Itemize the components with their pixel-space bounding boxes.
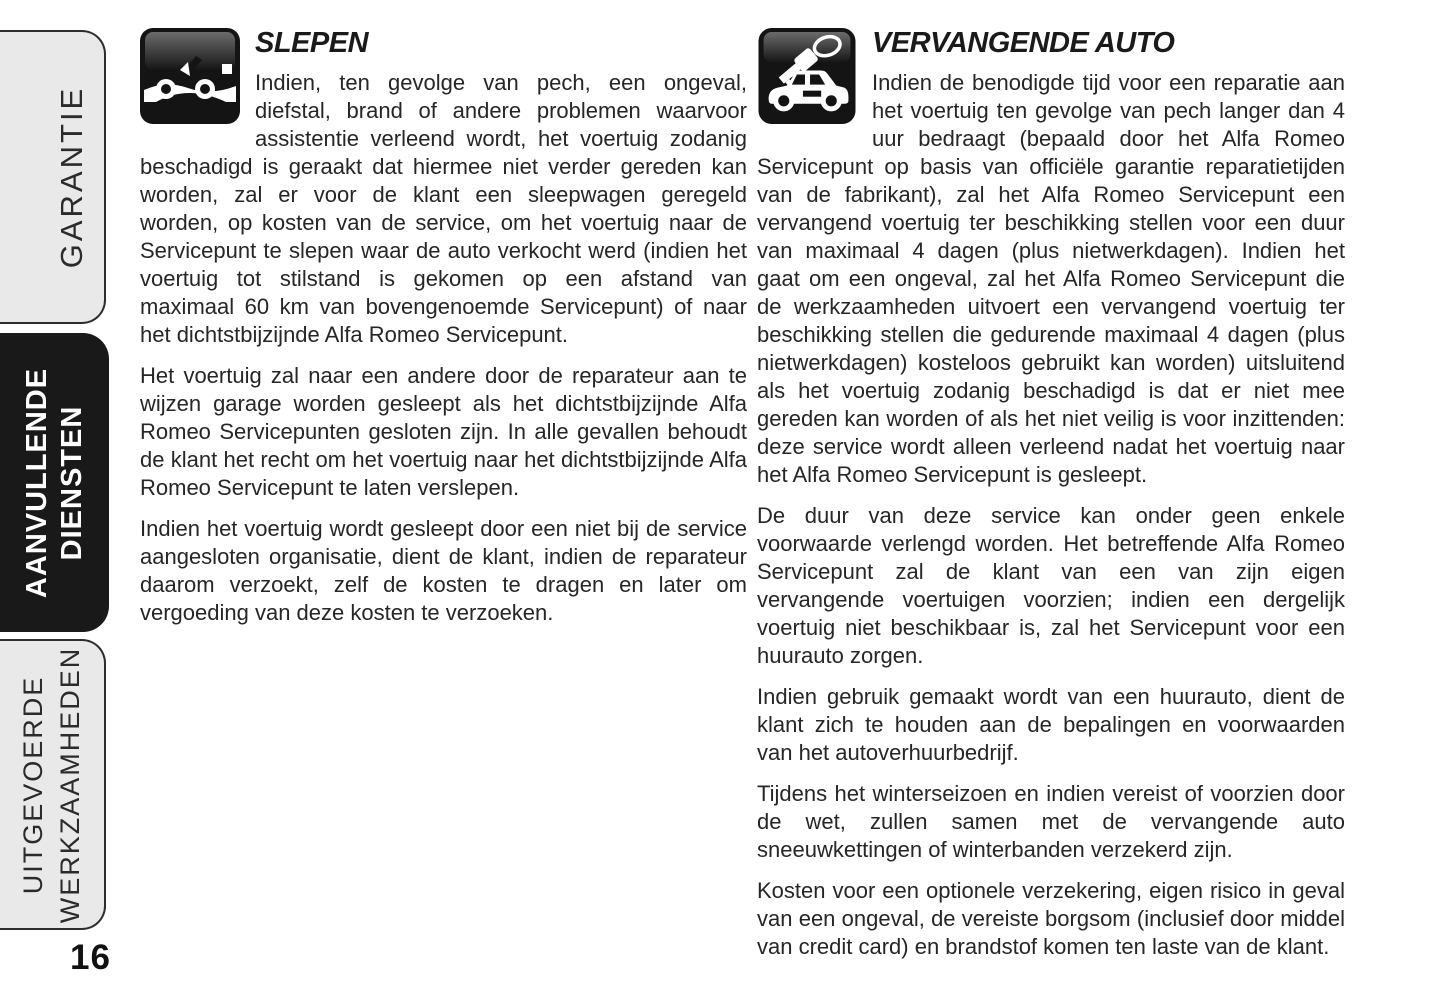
page-number: 16: [70, 938, 111, 977]
paragraph: De duur van deze service kan onder geen enkele voorwaarde verlengd worden. Het betreffende Alfa Romeo Servicepunt zal de klant van een van zijn eigen vervangende voertuigen voorzien; indien een dergelijk voertuig niet beschikbaar is, zal het Servicepunt voor een huurauto zorgen.: [757, 503, 1345, 668]
paragraph: Het voertuig zal naar een andere door de reparateur aan te wijzen garage worden gesleept als het dichtstbijzijnde Alfa Romeo Servicepunten gesloten zijn. In alle gevallen behoudt de klant het recht om het voertuig naar het dichtstbijzijnde Alfa Romeo Servicepunt te laten verslepen.: [140, 363, 747, 500]
sidebar-tab-uitgevoerde-werkzaamheden: [0, 639, 106, 930]
tab-label-line: DIENSTEN: [55, 405, 88, 560]
section-vervangende-auto: [757, 26, 1345, 961]
tab-label-line: UITGEVOERDE: [18, 675, 48, 894]
sidebar-tab-aanvullende-diensten: [0, 333, 109, 632]
sidebar-tab-garantie: [0, 30, 106, 324]
section-slepen: [140, 26, 747, 627]
paragraph: Indien gebruik gemaakt wordt van een huurauto, dient de klant zich te houden aan de bepalingen en voorwaarden van het autoverhuurbedrijf.: [757, 684, 1345, 765]
car-key-icon: [757, 28, 857, 124]
section-title-vervangende-auto: VERVANGENDE AUTO: [872, 27, 1175, 59]
paragraph: Indien het voertuig wordt gesleept door een niet bij de service aangesloten organisatie, dient de klant, indien de reparateur daarom verzoekt, zelf de kosten te dragen en later om vergoeding van deze kosten te verzoeken.: [140, 516, 747, 625]
tab-label-line: AANVULLENDE: [20, 367, 53, 598]
tow-truck-icon: [140, 28, 240, 124]
sidebar-tab-uitgevoerde-werkzaamheden-label: [15, 646, 89, 923]
sidebar-tab-aanvullende-diensten-label: [20, 367, 90, 597]
paragraph: Tijdens het winterseizoen en indien vereist of voorzien door de wet, zullen samen met de vervangende auto sneeuwkettingen of winterbanden verzekerd zijn.: [757, 781, 1345, 862]
paragraph: Kosten voor een optionele verzekering, eigen risico in geval van een ongeval, de vereiste borgsom (inclusief door middel van credit card) en brandstof komen ten laste van de klant.: [757, 878, 1345, 959]
paragraph: Indien, ten gevolge van pech, een ongeval, diefstal, brand of andere problemen waarvoor assistentie verleend wordt, het voertuig zodanig beschadigd is geraakt dat hiermee niet verder gereden kan worden, zal er voor de klant een sleepwagen geregeld worden, op kosten van de service, om het voertuig naar de Servicepunt te slepen waar de auto verkocht werd (indien het voertuig tot stilstand is gekomen op een afstand van maximaal 60 km van bovengenoemde Servicepunt) of naar het dichtstbijzijnde Alfa Romeo Servicepunt.: [140, 70, 747, 347]
tab-label-line: WERKZAAMHEDEN: [55, 646, 85, 923]
paragraph: Indien de benodigde tijd voor een reparatie aan het voertuig ten gevolge van pech langer dan 4 uur bedraagt (bepaald door het Alfa Romeo Servicepunt op basis van officiële garantie reparatietijden van de fabrikant), zal het Alfa Romeo Servicepunt een vervangend voertuig ter beschikking stellen voor een duur van maximaal 4 dagen (plus nietwerkdagen). Indien het gaat om een ongeval, zal het Alfa Romeo Servicepunt die de werkzaamheden uitvoert een vervangend voertuig ter beschikking stellen die gedurende maximaal 4 dagen (plus nietwerkdagen) kosteloos gebruikt kan worden) uitsluitend als het voertuig zodanig beschadigd is dat er niet mee gereden kan worden of als het niet veilig is voor inzittenden: deze service wordt alleen verleend nadat het voertuig naar het Alfa Romeo Servicepunt is gesleept.: [757, 70, 1345, 487]
sidebar-tab-garantie-label: GARANTIE: [54, 85, 89, 269]
section-title-slepen: SLEPEN: [255, 27, 369, 59]
